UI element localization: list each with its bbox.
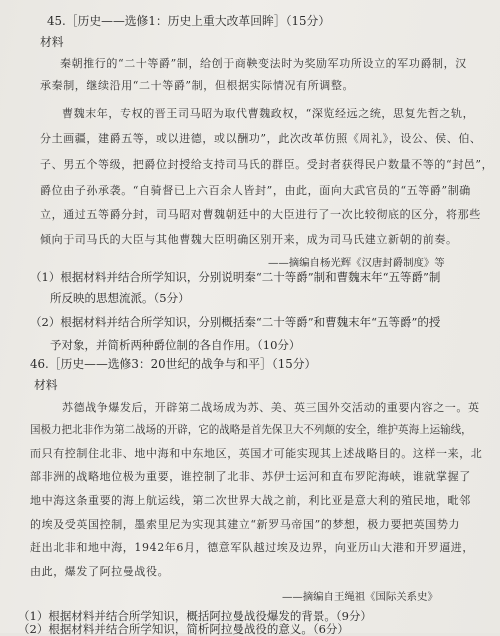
q46-question-1: （1）根据材料并结合所学知识，概括阿拉曼战役爆发的背景。（9分） <box>18 609 372 623</box>
q46-question-2: （2）根据材料并结合所学知识，简析阿拉曼战役的意义。（6分） <box>18 622 349 636</box>
q46-source: ——摘编自王绳祖《国际关系史》 <box>282 591 438 603</box>
q45-question-2: （2）根据材料并结合所学知识，分别概括秦“二十等爵”和曹魏末年“五等爵”的授 <box>30 315 441 329</box>
q46-header: 46.［历史——选修3：20世纪的战争与和平］（15分） <box>30 357 317 371</box>
q46-material-line: 由此，爆发了阿拉曼战役。 <box>30 565 170 578</box>
q45-material-label: 材料 <box>40 35 64 49</box>
q45-material-line: 秦朝推行的“二十等爵”制，给创于商鞅变法时为奖励军功所设立的军功爵制，汉 <box>60 57 467 70</box>
q45-material-line: 子、男五个等级，把爵位封授给支持司马氏的群臣。受封者获得民户数量不等的“封邑”， <box>40 158 494 171</box>
q46-material-label: 材料 <box>34 378 58 392</box>
q45-question-1: （1）根据材料并结合所学知识，分别说明秦“二十等爵”制和曹魏末年“五等爵”制 <box>30 270 441 284</box>
q46-material-line: 的埃及受英国控制，墨索里尼为实现其建立“新罗马帝国”的梦想，极力要把英国势力 <box>30 518 461 531</box>
q45-source: ——摘编自杨光辉《汉唐封爵制度》等 <box>268 257 445 269</box>
q45-question-1-cont: 所反映的思想流派。（5分） <box>50 291 190 305</box>
q45-header: 45.［历史——选修1：历史上重大改革回眸］（15分） <box>47 14 331 28</box>
q46-material-line: 部非洲的战略地位极为重要，谁控制了北非、苏伊士运河和直布罗陀海峡，谁就掌握了 <box>30 470 471 483</box>
q46-material-line: 地中海这条重要的海上航运线，第二次世界大战之前，利比亚是意大利的殖民地，毗邻 <box>30 494 471 507</box>
q45-question-2-cont: 予对象，并简析两种爵位制的各自作用。（10分） <box>50 338 301 352</box>
q45-material-line: 承秦制，继续沿用“二十等爵”制，但根据实际情况有所调整。 <box>40 79 355 92</box>
q45-material-line: 曹魏末年，专权的晋王司马昭为取代曹魏政权，“深览经远之统，思复先哲之轨， <box>62 107 475 120</box>
q46-material-line: 赶出北非和地中海，1942年6月，德意军队越过埃及边界，向亚历山大港和开罗逼进， <box>30 541 474 554</box>
q45-material-line: 爵位由子孙承袭。“自骑督已上六百余人皆封”，由此，面向大武官员的“五等爵”制确 <box>40 184 471 197</box>
q46-material-line: 苏德战争爆发后，开辟第二战场成为苏、美、英三国外交活动的重要内容之一。英 <box>62 401 480 414</box>
q46-material-line: 而只有控制住北非、地中海和中东地区，英国才可能实现其上述战略目的。这样一来，北 <box>30 447 483 460</box>
q46-material-line: 国极力把北非作为第二战场的开辟，它的战略是首先保卫大不列颠的安全，维护英海上运输线， <box>30 424 472 436</box>
q45-material-line: 倾向于司马氏的大臣与其他曹魏大臣明确区别开来，成为司马氏建立新朝的前奏。 <box>40 233 458 246</box>
q45-material-line: 立，通过五等爵分封，司马昭对曹魏朝廷中的大臣进行了一次比较彻底的区分，将那些 <box>40 208 481 221</box>
q45-material-line: 分土画疆，建爵五等，或以进德，或以酬功”，此次改革仿照《周礼》，设公、侯、伯、 <box>40 132 482 145</box>
